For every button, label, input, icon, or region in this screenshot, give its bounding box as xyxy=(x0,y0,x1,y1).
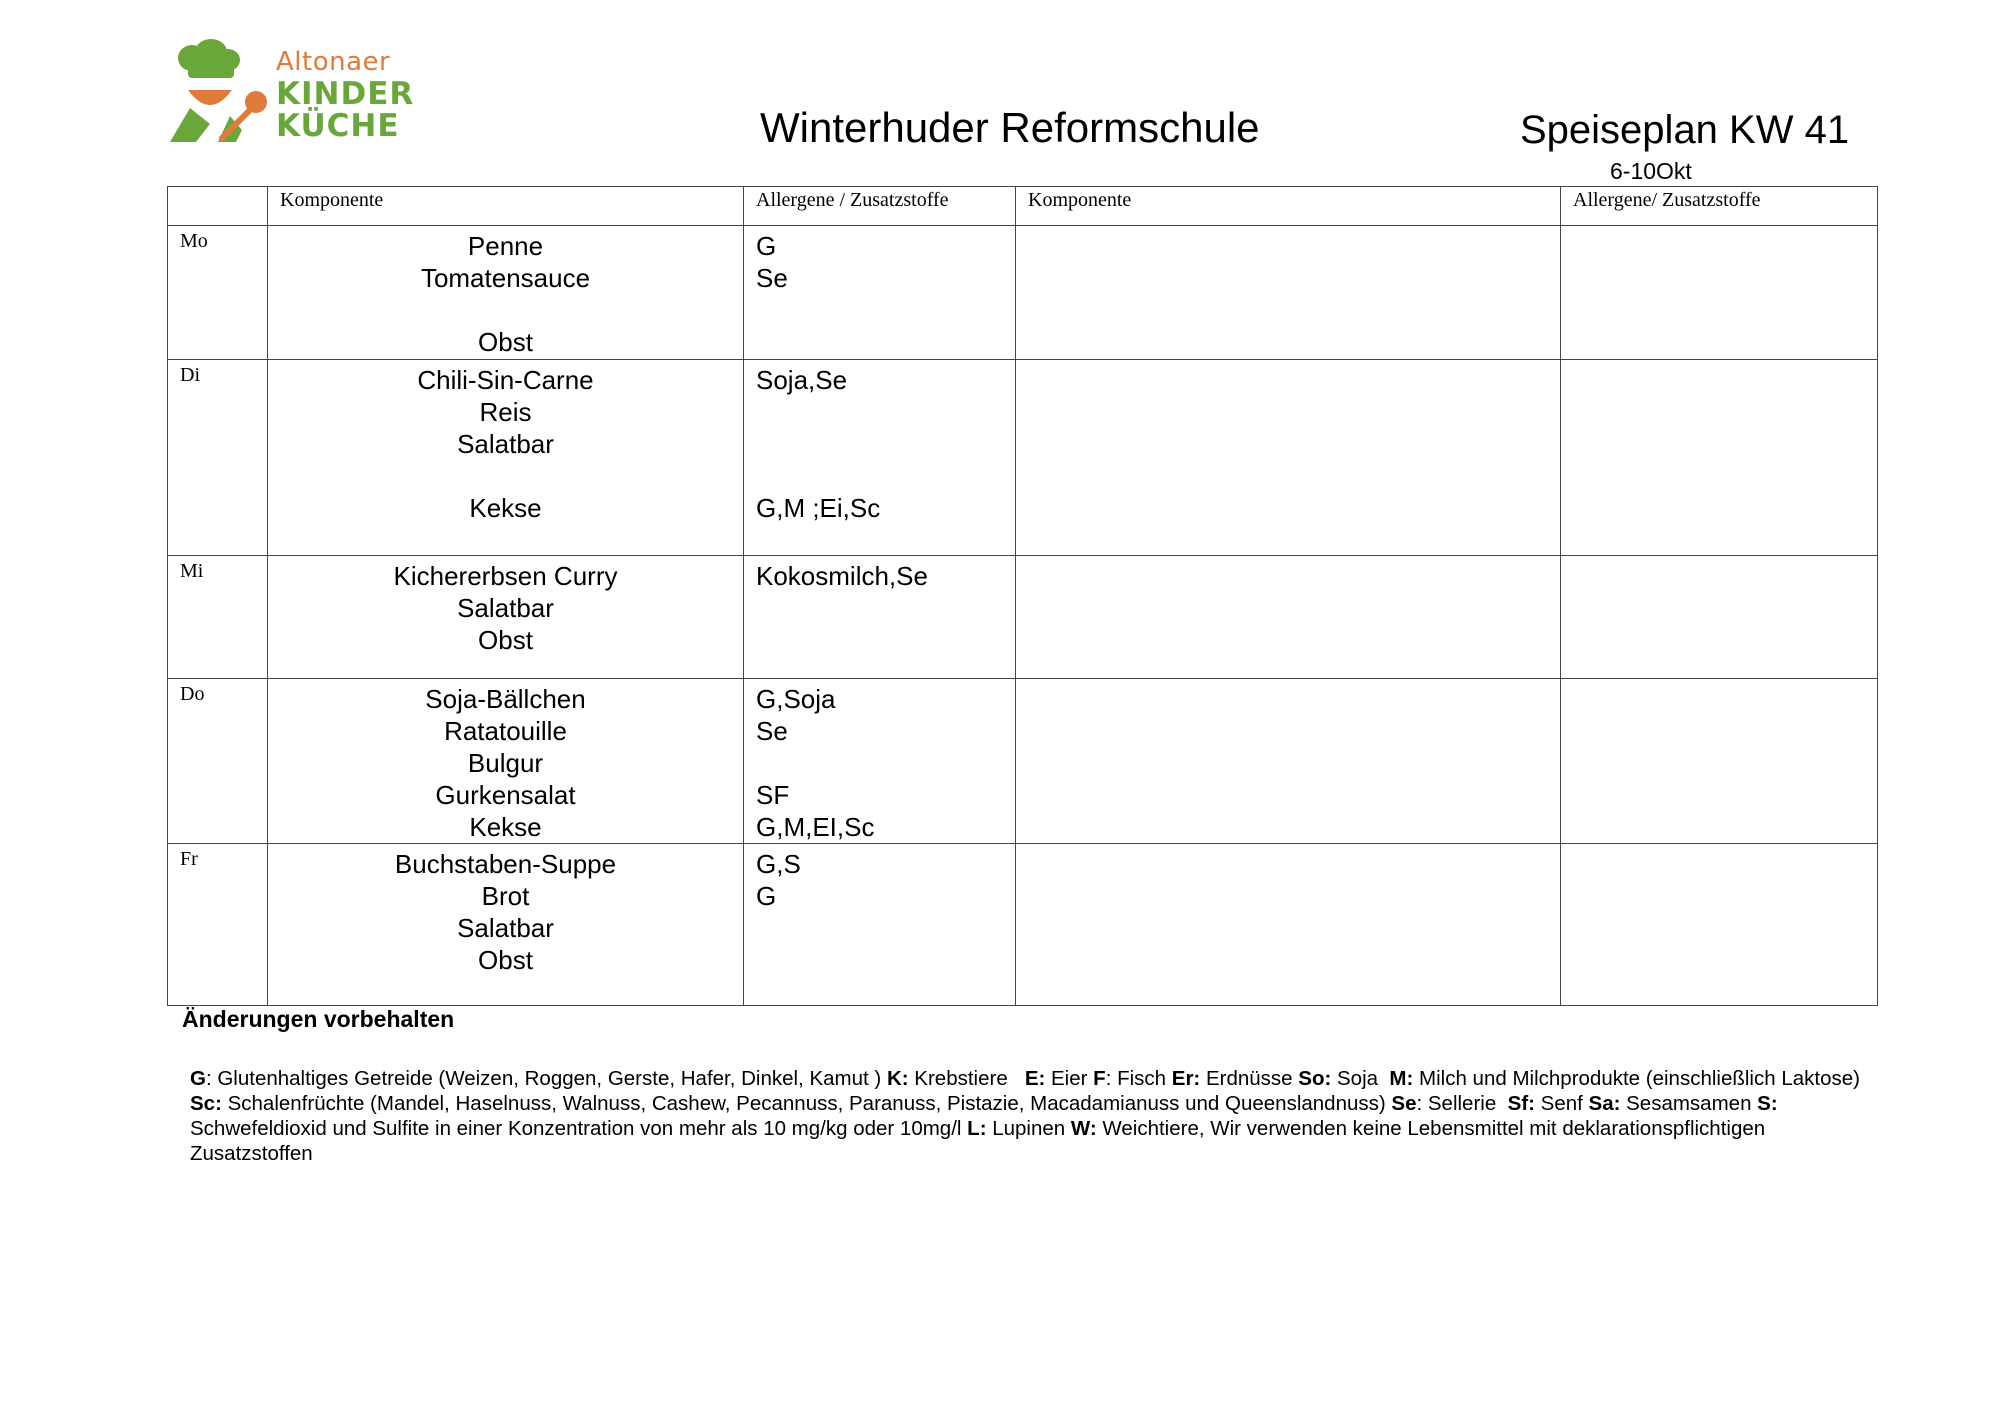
allergen-item: Kokosmilch,Se xyxy=(756,561,928,591)
component-item: Tomatensauce xyxy=(420,263,591,293)
logo-wordmark xyxy=(276,46,414,142)
legend-text: Milch und Milchprodukte (einschließlich Laktose) xyxy=(1413,1067,1866,1090)
day-cell: Mo xyxy=(168,226,268,360)
legend-code: L: xyxy=(967,1117,987,1140)
component-item: Ratatouille xyxy=(444,716,567,746)
header-komponente: Komponente xyxy=(268,187,744,226)
plan-dates: 6-10Okt xyxy=(1610,158,1692,184)
allergen-item xyxy=(756,396,1015,428)
legend-code: M: xyxy=(1389,1067,1414,1090)
legend-text: Erdnüsse xyxy=(1200,1067,1299,1090)
allergen-item: G xyxy=(756,231,777,261)
component-item: Chili-Sin-Carne xyxy=(417,365,594,395)
allergen-cell-2 xyxy=(1561,226,1878,360)
allergen-item xyxy=(756,747,1015,779)
allergen-item xyxy=(756,428,1015,460)
day-cell: Mi xyxy=(168,556,268,679)
legend-text: Weichtiere, Wir verwenden keine Lebensmittel mit deklarationspflichtigen Zusatzstoffen xyxy=(190,1117,1771,1165)
allergen-item xyxy=(756,294,1015,326)
allergen-cell-2 xyxy=(1561,844,1878,1006)
school-title: Winterhuder Reformschule xyxy=(760,104,1260,151)
logo-line-2: KINDER xyxy=(276,76,415,112)
table-row xyxy=(168,556,1878,679)
legend-code: Er: xyxy=(1171,1067,1201,1090)
legend-code: Sc: xyxy=(190,1092,222,1115)
menu-table xyxy=(167,186,1878,1006)
component-item: Salatbar xyxy=(457,593,554,623)
allergen-item: Soja,Se xyxy=(756,365,848,395)
allergen-item: G xyxy=(756,881,777,911)
header-allergene: Allergene / Zusatzstoffe xyxy=(744,187,1016,226)
legend-text: Senf xyxy=(1534,1092,1589,1115)
chef-mascot-icon xyxy=(166,38,270,148)
component-cell xyxy=(268,360,744,556)
component-cell xyxy=(268,844,744,1006)
allergen-cell-2 xyxy=(1561,556,1878,679)
component-item: Soja-Bällchen xyxy=(425,684,586,714)
legend-code: Sf: xyxy=(1507,1092,1535,1115)
component-item: Kichererbsen Curry xyxy=(393,561,618,591)
allergen-item: G,M ;Ei,Sc xyxy=(756,493,881,523)
component-item: Salatbar xyxy=(457,913,554,943)
allergen-item xyxy=(756,326,1015,358)
allergen-cell xyxy=(744,556,1016,679)
component-item: Obst xyxy=(478,327,533,357)
table-row xyxy=(168,360,1878,556)
day-cell: Do xyxy=(168,679,268,844)
component-item: Salatbar xyxy=(457,429,554,459)
component-item: Reis xyxy=(479,397,532,427)
table-row xyxy=(168,226,1878,360)
allergen-cell-2 xyxy=(1561,360,1878,556)
allergen-cell-2 xyxy=(1561,679,1878,844)
legend-text: Krebstiere xyxy=(908,1067,1025,1090)
allergen-item: SF xyxy=(756,780,790,810)
component-cell-2 xyxy=(1016,679,1561,844)
component-item: Kekse xyxy=(469,812,542,842)
allergen-item xyxy=(756,624,1015,656)
allergen-item: Se xyxy=(756,263,788,293)
day-cell: Fr xyxy=(168,844,268,1006)
legend-text: : Sellerie xyxy=(1416,1092,1508,1115)
component-cell xyxy=(268,226,744,360)
legend-code: S: xyxy=(1757,1092,1778,1115)
legend-code: Se xyxy=(1391,1092,1417,1115)
legend-text: : Fisch xyxy=(1105,1067,1172,1090)
day-cell: Di xyxy=(168,360,268,556)
legend-text: Sesamsamen xyxy=(1620,1092,1758,1115)
changes-note: Änderungen vorbehalten xyxy=(182,1006,455,1032)
legend-code: E: xyxy=(1024,1067,1046,1090)
legend-code: Sa: xyxy=(1588,1092,1621,1115)
header-day xyxy=(168,187,268,226)
allergen-item: G,S xyxy=(756,849,801,879)
header-komponente-2: Komponente xyxy=(1016,187,1561,226)
allergen-cell xyxy=(744,844,1016,1006)
component-item: Buchstaben-Suppe xyxy=(394,849,617,879)
legend-text: Eier xyxy=(1045,1067,1094,1090)
component-cell-2 xyxy=(1016,226,1561,360)
legend-text: Schalenfrüchte (Mandel, Haselnuss, Walnuss, Cashew, Pecannuss, Paranuss, Pistazie, Macadamianuss und Queenslandnuss) xyxy=(221,1092,1392,1115)
legend-code: So: xyxy=(1298,1067,1332,1090)
component-item: Penne xyxy=(467,231,544,261)
table-row xyxy=(168,844,1878,1006)
component-item: Kekse xyxy=(469,493,542,523)
header-allergene-2: Allergene/ Zusatzstoffe xyxy=(1561,187,1878,226)
logo-line-1: Altonaer xyxy=(276,47,391,77)
allergen-item: G,M,EI,Sc xyxy=(756,812,875,842)
component-item: Bulgur xyxy=(467,748,544,778)
allergen-item xyxy=(756,944,1015,976)
component-item: Brot xyxy=(481,881,530,911)
component-cell-2 xyxy=(1016,556,1561,679)
component-item: Obst xyxy=(478,945,533,975)
logo xyxy=(166,38,415,148)
allergen-item xyxy=(756,592,1015,624)
component-cell xyxy=(268,556,744,679)
component-item xyxy=(268,294,743,326)
component-cell xyxy=(268,679,744,844)
legend-text: Lupinen xyxy=(986,1117,1071,1140)
allergen-cell xyxy=(744,360,1016,556)
component-item xyxy=(268,460,743,492)
legend-code: K: xyxy=(886,1067,909,1090)
allergen-cell xyxy=(744,226,1016,360)
allergen-item: Se xyxy=(756,716,788,746)
component-cell-2 xyxy=(1016,844,1561,1006)
logo-line-3: KÜCHE xyxy=(276,108,400,144)
legend-code: G xyxy=(190,1067,206,1090)
plan-title: Speiseplan KW 41 xyxy=(1520,108,1850,152)
legend-code: F xyxy=(1093,1067,1106,1090)
legend-text: Soja xyxy=(1331,1067,1390,1090)
table-header-row xyxy=(168,187,1878,226)
component-item: Gurkensalat xyxy=(435,780,576,810)
allergen-item xyxy=(756,460,1015,492)
table-row xyxy=(168,679,1878,844)
allergen-item xyxy=(756,912,1015,944)
allergen-item: G,Soja xyxy=(756,684,836,714)
legend-code: W: xyxy=(1070,1117,1097,1140)
legend-text: : Glutenhaltiges Getreide (Weizen, Roggen, Gerste, Hafer, Dinkel, Kamut ) xyxy=(205,1067,887,1090)
component-item: Obst xyxy=(478,625,533,655)
component-cell-2 xyxy=(1016,360,1561,556)
allergen-cell xyxy=(744,679,1016,844)
legend-text: Schwefeldioxid und Sulfite in einer Konzentration von mehr als 10 mg/kg oder 10mg/l xyxy=(190,1092,1784,1140)
allergen-legend xyxy=(190,1066,1880,1166)
